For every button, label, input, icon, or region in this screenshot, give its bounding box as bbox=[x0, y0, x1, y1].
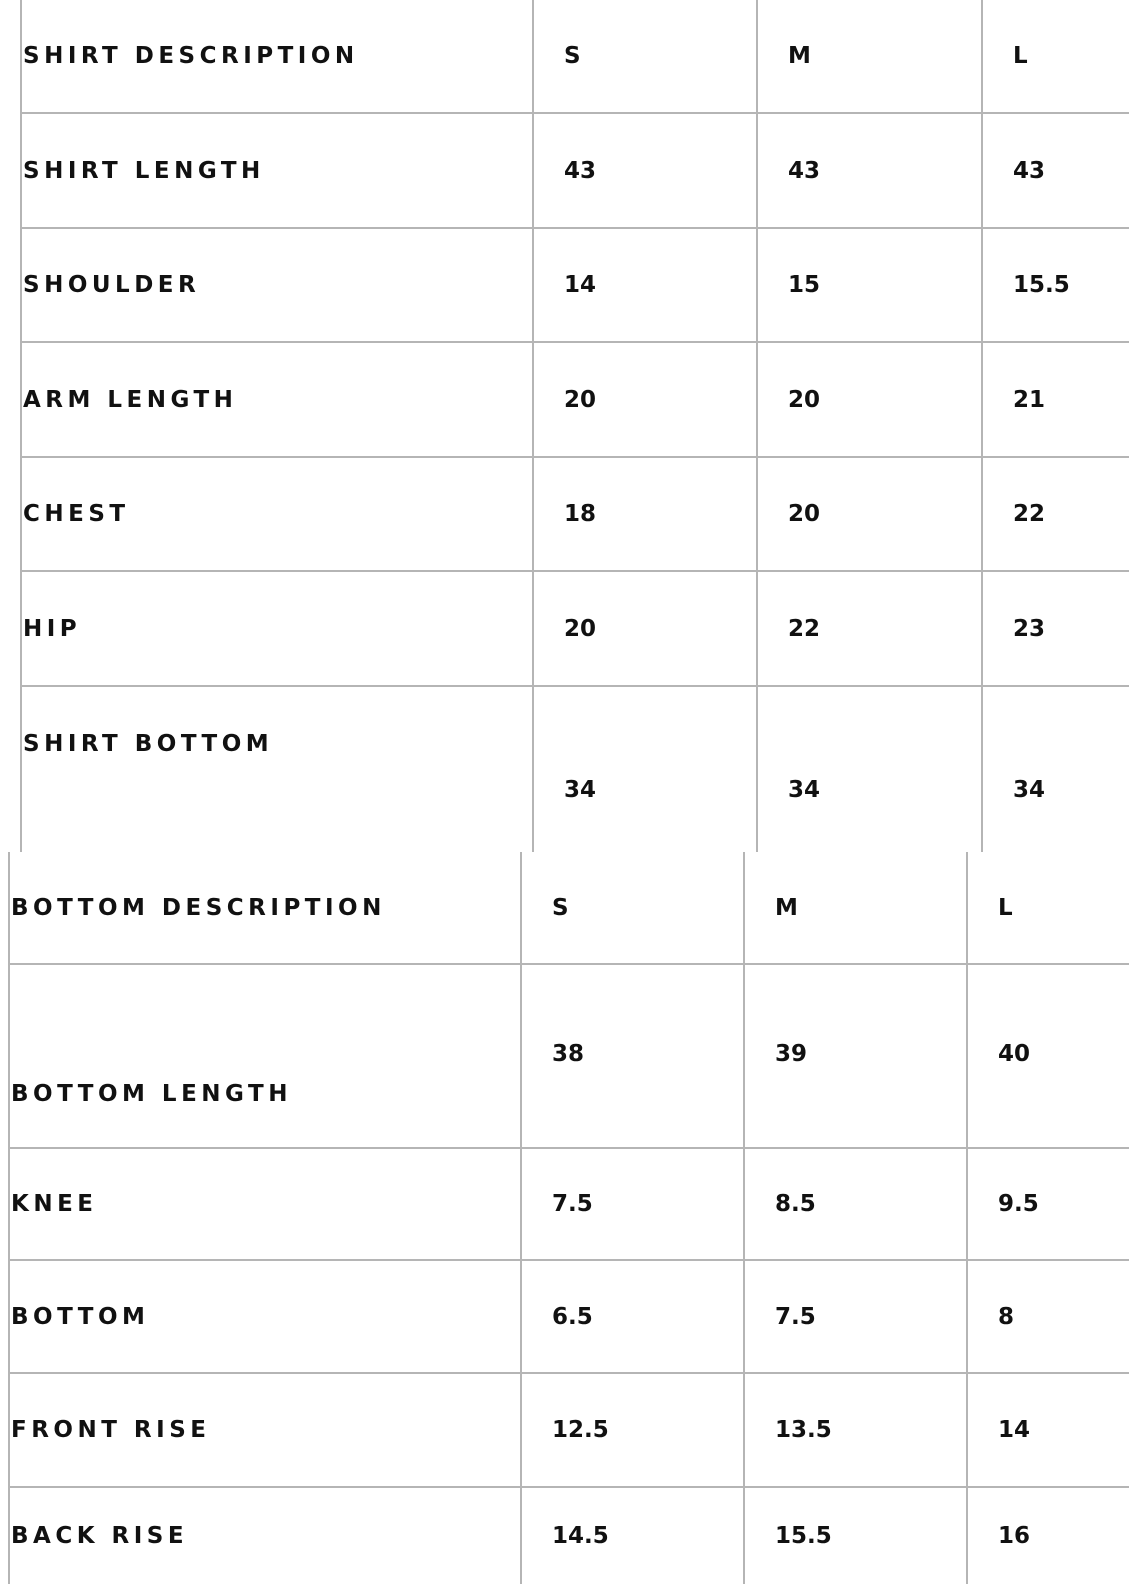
column-header-description: SHIRT DESCRIPTION bbox=[21, 0, 533, 113]
row-label: FRONT RISE bbox=[9, 1373, 521, 1487]
cell-l: 21 bbox=[982, 342, 1129, 457]
cell-s: 12.5 bbox=[521, 1373, 744, 1487]
cell-m: 13.5 bbox=[744, 1373, 967, 1487]
cell-s: 43 bbox=[533, 113, 757, 228]
cell-s: 38 bbox=[521, 964, 744, 1148]
cell-l: 23 bbox=[982, 571, 1129, 686]
cell-l: 34 bbox=[982, 686, 1129, 852]
cell-s: 20 bbox=[533, 342, 757, 457]
cell-l: 43 bbox=[982, 113, 1129, 228]
cell-s: 14 bbox=[533, 228, 757, 342]
table-row bbox=[21, 571, 1129, 686]
cell-l: 15.5 bbox=[982, 228, 1129, 342]
table-header-row bbox=[9, 852, 1129, 964]
column-header-s: S bbox=[533, 0, 757, 113]
cell-m: 22 bbox=[757, 571, 982, 686]
cell-m: 8.5 bbox=[744, 1148, 967, 1260]
cell-m: 39 bbox=[744, 964, 967, 1148]
row-label: HIP bbox=[21, 571, 533, 686]
cell-m: 34 bbox=[757, 686, 982, 852]
cell-m: 43 bbox=[757, 113, 982, 228]
row-label: BACK RISE bbox=[9, 1487, 521, 1584]
row-label: KNEE bbox=[9, 1148, 521, 1260]
row-label: BOTTOM bbox=[9, 1260, 521, 1373]
table-row bbox=[21, 457, 1129, 571]
cell-l: 9.5 bbox=[967, 1148, 1129, 1260]
row-label: ARM LENGTH bbox=[21, 342, 533, 457]
column-header-m: M bbox=[744, 852, 967, 964]
table-row bbox=[9, 964, 1129, 1148]
table-row bbox=[9, 1487, 1129, 1584]
cell-m: 15 bbox=[757, 228, 982, 342]
bottom-size-table bbox=[8, 852, 1129, 1584]
table-header-row bbox=[21, 0, 1129, 113]
cell-l: 16 bbox=[967, 1487, 1129, 1584]
column-header-l: L bbox=[982, 0, 1129, 113]
cell-l: 14 bbox=[967, 1373, 1129, 1487]
table-row bbox=[9, 1148, 1129, 1260]
cell-s: 34 bbox=[533, 686, 757, 852]
cell-s: 14.5 bbox=[521, 1487, 744, 1584]
cell-s: 20 bbox=[533, 571, 757, 686]
row-label: BOTTOM LENGTH bbox=[9, 964, 521, 1148]
shirt-size-table bbox=[20, 0, 1129, 852]
cell-s: 18 bbox=[533, 457, 757, 571]
table-row bbox=[21, 228, 1129, 342]
cell-m: 15.5 bbox=[744, 1487, 967, 1584]
table-row bbox=[9, 1260, 1129, 1373]
cell-m: 7.5 bbox=[744, 1260, 967, 1373]
table-row bbox=[21, 342, 1129, 457]
column-header-s: S bbox=[521, 852, 744, 964]
cell-l: 8 bbox=[967, 1260, 1129, 1373]
row-label: SHIRT LENGTH bbox=[21, 113, 533, 228]
column-header-m: M bbox=[757, 0, 982, 113]
cell-s: 7.5 bbox=[521, 1148, 744, 1260]
cell-m: 20 bbox=[757, 457, 982, 571]
column-header-description: BOTTOM DESCRIPTION bbox=[9, 852, 521, 964]
table-row bbox=[21, 686, 1129, 852]
cell-l: 40 bbox=[967, 964, 1129, 1148]
column-header-l: L bbox=[967, 852, 1129, 964]
row-label: CHEST bbox=[21, 457, 533, 571]
cell-s: 6.5 bbox=[521, 1260, 744, 1373]
table-row bbox=[21, 113, 1129, 228]
row-label: SHIRT BOTTOM bbox=[21, 686, 533, 852]
cell-m: 20 bbox=[757, 342, 982, 457]
table-row bbox=[9, 1373, 1129, 1487]
cell-l: 22 bbox=[982, 457, 1129, 571]
row-label: SHOULDER bbox=[21, 228, 533, 342]
